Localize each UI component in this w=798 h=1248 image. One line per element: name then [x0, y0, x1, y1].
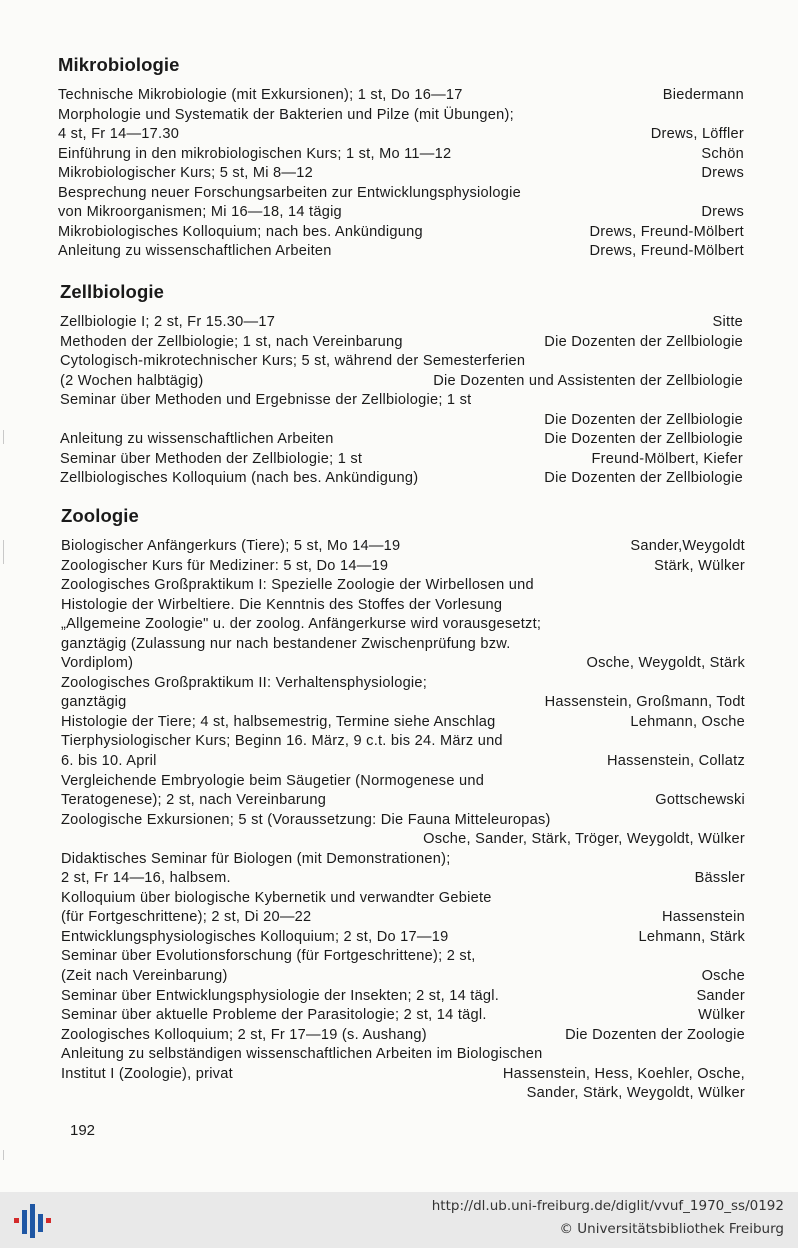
lecturer-names: Osche — [701, 968, 745, 985]
course-entry — [61, 830, 745, 850]
course-entry — [58, 106, 744, 126]
lecturer-names: Hassenstein, Großmann, Todt — [544, 694, 745, 711]
course-entry — [58, 164, 744, 184]
course-text: Anleitung zu wissenschaftlichen Arbeiten — [58, 243, 332, 260]
course-text: Zellbiologisches Kolloquium (nach bes. Ankündigung) — [60, 470, 419, 487]
section-title: Zoologie — [61, 505, 139, 526]
course-entry — [61, 791, 745, 811]
lecturer-names: Stärk, Wülker — [654, 557, 745, 574]
course-text: 2 st, Fr 14—16, halbsem. — [61, 870, 231, 887]
lecturer-names: Die Dozenten der Zellbiologie — [544, 431, 743, 448]
lecturer-names: Die Dozenten der Zoologie — [565, 1026, 745, 1043]
course-text: Einführung in den mikrobiologischen Kurs; 1 st, Mo 11—12 — [58, 145, 452, 162]
course-text: (für Fortgeschrittene); 2 st, Di 20—22 — [61, 909, 312, 926]
course-entry — [61, 752, 745, 772]
lecturer-names: Osche, Sander, Stärk, Tröger, Weygoldt, Wülker — [423, 831, 745, 848]
course-entry — [58, 145, 744, 165]
course-entry — [58, 125, 744, 145]
course-text: ganztägig — [61, 694, 127, 711]
footer-bar — [0, 1192, 798, 1248]
course-entry — [61, 1026, 745, 1046]
course-entry — [61, 732, 745, 752]
course-entry — [61, 635, 745, 655]
course-entry — [58, 184, 744, 204]
course-entry — [60, 372, 743, 392]
lecturer-names: Die Dozenten und Assistenten der Zellbiologie — [433, 372, 743, 389]
lecturer-names: Drews — [701, 204, 744, 221]
course-entry — [60, 313, 743, 333]
section-mikrobiologie — [58, 52, 744, 262]
lecturer-names: Sander, Stärk, Weygoldt, Wülker — [526, 1085, 745, 1102]
course-text: Seminar über Entwicklungsphysiologie der Insekten; 2 st, 14 tägl. — [61, 987, 500, 1004]
course-text: Zoologisches Kolloquium; 2 st, Fr 17—19 (s. Aushang) — [61, 1026, 427, 1043]
course-entry — [61, 557, 745, 577]
course-text: Institut I (Zoologie), privat — [61, 1065, 233, 1082]
lecturer-names: Wülker — [698, 1007, 745, 1024]
course-text: von Mikroorganismen; Mi 16—18, 14 tägig — [58, 204, 342, 221]
course-text: Cytologisch-mikrotechnischer Kurs; 5 st, während der Semesterferien — [60, 353, 526, 370]
scan-edge-mark — [3, 430, 4, 444]
course-text: „Allgemeine Zoologie" u. der zoolog. Anfängerkurse wird vorausgesetzt; — [61, 616, 542, 633]
course-text: 4 st, Fr 14—17.30 — [58, 126, 180, 143]
course-entry — [58, 242, 744, 262]
course-text: Zoologisches Großpraktikum II: Verhaltensphysiologie; — [61, 674, 428, 691]
course-entry — [60, 333, 743, 353]
course-entry — [61, 1084, 745, 1104]
ub-freiburg-logo-icon — [12, 1202, 52, 1240]
course-entry — [61, 772, 745, 792]
course-entry — [61, 713, 745, 733]
course-text: Technische Mikrobiologie (mit Exkursionen); 1 st, Do 16—17 — [58, 87, 463, 103]
course-text: Methoden der Zellbiologie; 1 st, nach Vereinbarung — [60, 333, 403, 350]
section-title: Zellbiologie — [60, 281, 164, 302]
course-entry — [61, 1065, 745, 1085]
course-text: (Zeit nach Vereinbarung) — [61, 968, 228, 985]
course-text: Zoologisches Großpraktikum I: Spezielle Zoologie der Wirbellosen und — [61, 577, 534, 594]
course-entry — [61, 596, 745, 616]
lecturer-names: Die Dozenten der Zellbiologie — [544, 470, 743, 487]
course-text: Vordiplom) — [61, 655, 134, 672]
section-title: Mikrobiologie — [58, 54, 180, 75]
lecturer-names: Hassenstein, Hess, Koehler, Osche, — [502, 1065, 745, 1082]
course-entry — [60, 352, 743, 372]
course-text: Seminar über Evolutionsforschung (für Fortgeschrittene); 2 st, — [61, 948, 476, 965]
course-text: Zellbiologie I; 2 st, Fr 15.30—17 — [60, 314, 276, 330]
course-text: Besprechung neuer Forschungsarbeiten zur Entwicklungsphysiologie — [58, 184, 521, 201]
course-entry — [60, 411, 743, 431]
course-entry — [61, 928, 745, 948]
course-list — [61, 537, 745, 1104]
course-text: Entwicklungsphysiologisches Kolloquium; 2 st, Do 17—19 — [61, 928, 449, 945]
course-entry — [60, 450, 743, 470]
lecturer-names: Die Dozenten der Zellbiologie — [544, 411, 743, 428]
copyright-notice: © Universitätsbibliothek Freiburg — [559, 1221, 784, 1237]
course-entry — [61, 908, 745, 928]
scan-edge-mark — [3, 1150, 4, 1160]
lecturer-names: Osche, Weygoldt, Stärk — [586, 655, 745, 672]
course-entry — [61, 811, 745, 831]
lecturer-names: Drews, Freund-Mölbert — [589, 223, 744, 240]
lecturer-names: Drews, Löffler — [650, 126, 744, 143]
course-entry — [61, 869, 745, 889]
course-text: Zoologische Exkursionen; 5 st (Voraussetzung: Die Fauna Mitteleuropas) — [61, 811, 551, 828]
course-entry — [61, 1006, 745, 1026]
course-entry — [61, 947, 745, 967]
course-entry — [60, 391, 743, 411]
lecturer-names: Sitte — [712, 314, 743, 330]
lecturer-names: Hassenstein — [661, 909, 745, 926]
lecturer-names: Gottschewski — [655, 792, 745, 809]
course-text: ganztägig (Zulassung nur nach bestandener Zwischenprüfung bzw. — [61, 635, 511, 652]
course-entry — [60, 469, 743, 489]
lecturer-names: Biedermann — [662, 87, 744, 103]
course-text: Teratogenese); 2 st, nach Vereinbarung — [61, 792, 327, 809]
lecturer-names: Lehmann, Osche — [630, 713, 745, 730]
source-url-link[interactable]: http://dl.ub.uni-freiburg.de/diglit/vvuf_1970_ss/0192 — [431, 1198, 784, 1214]
lecturer-names: Die Dozenten der Zellbiologie — [544, 333, 743, 350]
lecturer-names: Sander,Weygoldt — [630, 538, 745, 554]
course-text: Mikrobiologisches Kolloquium; nach bes. Ankündigung — [58, 223, 423, 240]
course-text: Didaktisches Seminar für Biologen (mit Demonstrationen); — [61, 850, 451, 867]
course-entry — [61, 674, 745, 694]
course-entry — [61, 693, 745, 713]
course-entry — [58, 223, 744, 243]
lecturer-names: Sander — [696, 987, 745, 1004]
course-entry — [60, 430, 743, 450]
lecturer-names: Bässler — [694, 870, 745, 887]
lecturer-names: Freund-Mölbert, Kiefer — [591, 450, 743, 467]
course-entry — [61, 576, 745, 596]
course-entry — [61, 615, 745, 635]
course-text: Zoologischer Kurs für Mediziner: 5 st, Do 14—19 — [61, 557, 389, 574]
course-entry — [61, 654, 745, 674]
lecturer-names: Drews, Freund-Mölbert — [589, 243, 744, 260]
course-text: Seminar über Methoden der Zellbiologie; 1 st — [60, 450, 363, 467]
course-entry — [61, 850, 745, 870]
course-text: Histologie der Wirbeltiere. Die Kenntnis des Stoffes der Vorlesung — [61, 596, 503, 613]
course-entry — [61, 889, 745, 909]
course-text: Seminar über aktuelle Probleme der Parasitologie; 2 st, 14 tägl. — [61, 1007, 487, 1024]
course-text: (2 Wochen halbtägig) — [60, 372, 204, 389]
course-text: Histologie der Tiere; 4 st, halbsemestrig, Termine siehe Anschlag — [61, 713, 496, 730]
scan-edge-mark — [3, 540, 4, 564]
lecturer-names: Schön — [701, 145, 744, 162]
lecturer-names: Drews — [701, 165, 744, 182]
page-number: 192 — [70, 1122, 96, 1139]
course-text: Anleitung zu selbständigen wissenschaftlichen Arbeiten im Biologischen — [61, 1046, 543, 1063]
course-text: 6. bis 10. April — [61, 753, 157, 770]
course-text: Tierphysiologischer Kurs; Beginn 16. März, 9 c.t. bis 24. März und — [61, 733, 503, 750]
course-list — [60, 313, 743, 489]
course-text: Morphologie und Systematik der Bakterien und Pilze (mit Übungen); — [58, 106, 514, 123]
course-entry — [61, 987, 745, 1007]
lecturer-names: Lehmann, Stärk — [638, 928, 745, 945]
course-text: Seminar über Methoden und Ergebnisse der Zellbiologie; 1 st — [60, 392, 472, 409]
course-entry — [58, 203, 744, 223]
course-text: Mikrobiologischer Kurs; 5 st, Mi 8—12 — [58, 165, 313, 182]
course-text: Vergleichende Embryologie beim Säugetier (Normogenese und — [61, 772, 485, 789]
course-entry — [61, 537, 745, 557]
section-zellbiologie — [60, 279, 743, 489]
course-text: Anleitung zu wissenschaftlichen Arbeiten — [60, 431, 334, 448]
course-entry — [61, 967, 745, 987]
course-text: Kolloquium über biologische Kybernetik und verwandter Gebiete — [61, 889, 492, 906]
course-text: Biologischer Anfängerkurs (Tiere); 5 st, Mo 14—19 — [61, 538, 401, 554]
course-entry — [58, 86, 744, 106]
lecturer-names: Hassenstein, Collatz — [606, 753, 745, 770]
course-list — [58, 86, 744, 262]
section-zoologie — [61, 503, 745, 1104]
course-entry — [61, 1045, 745, 1065]
